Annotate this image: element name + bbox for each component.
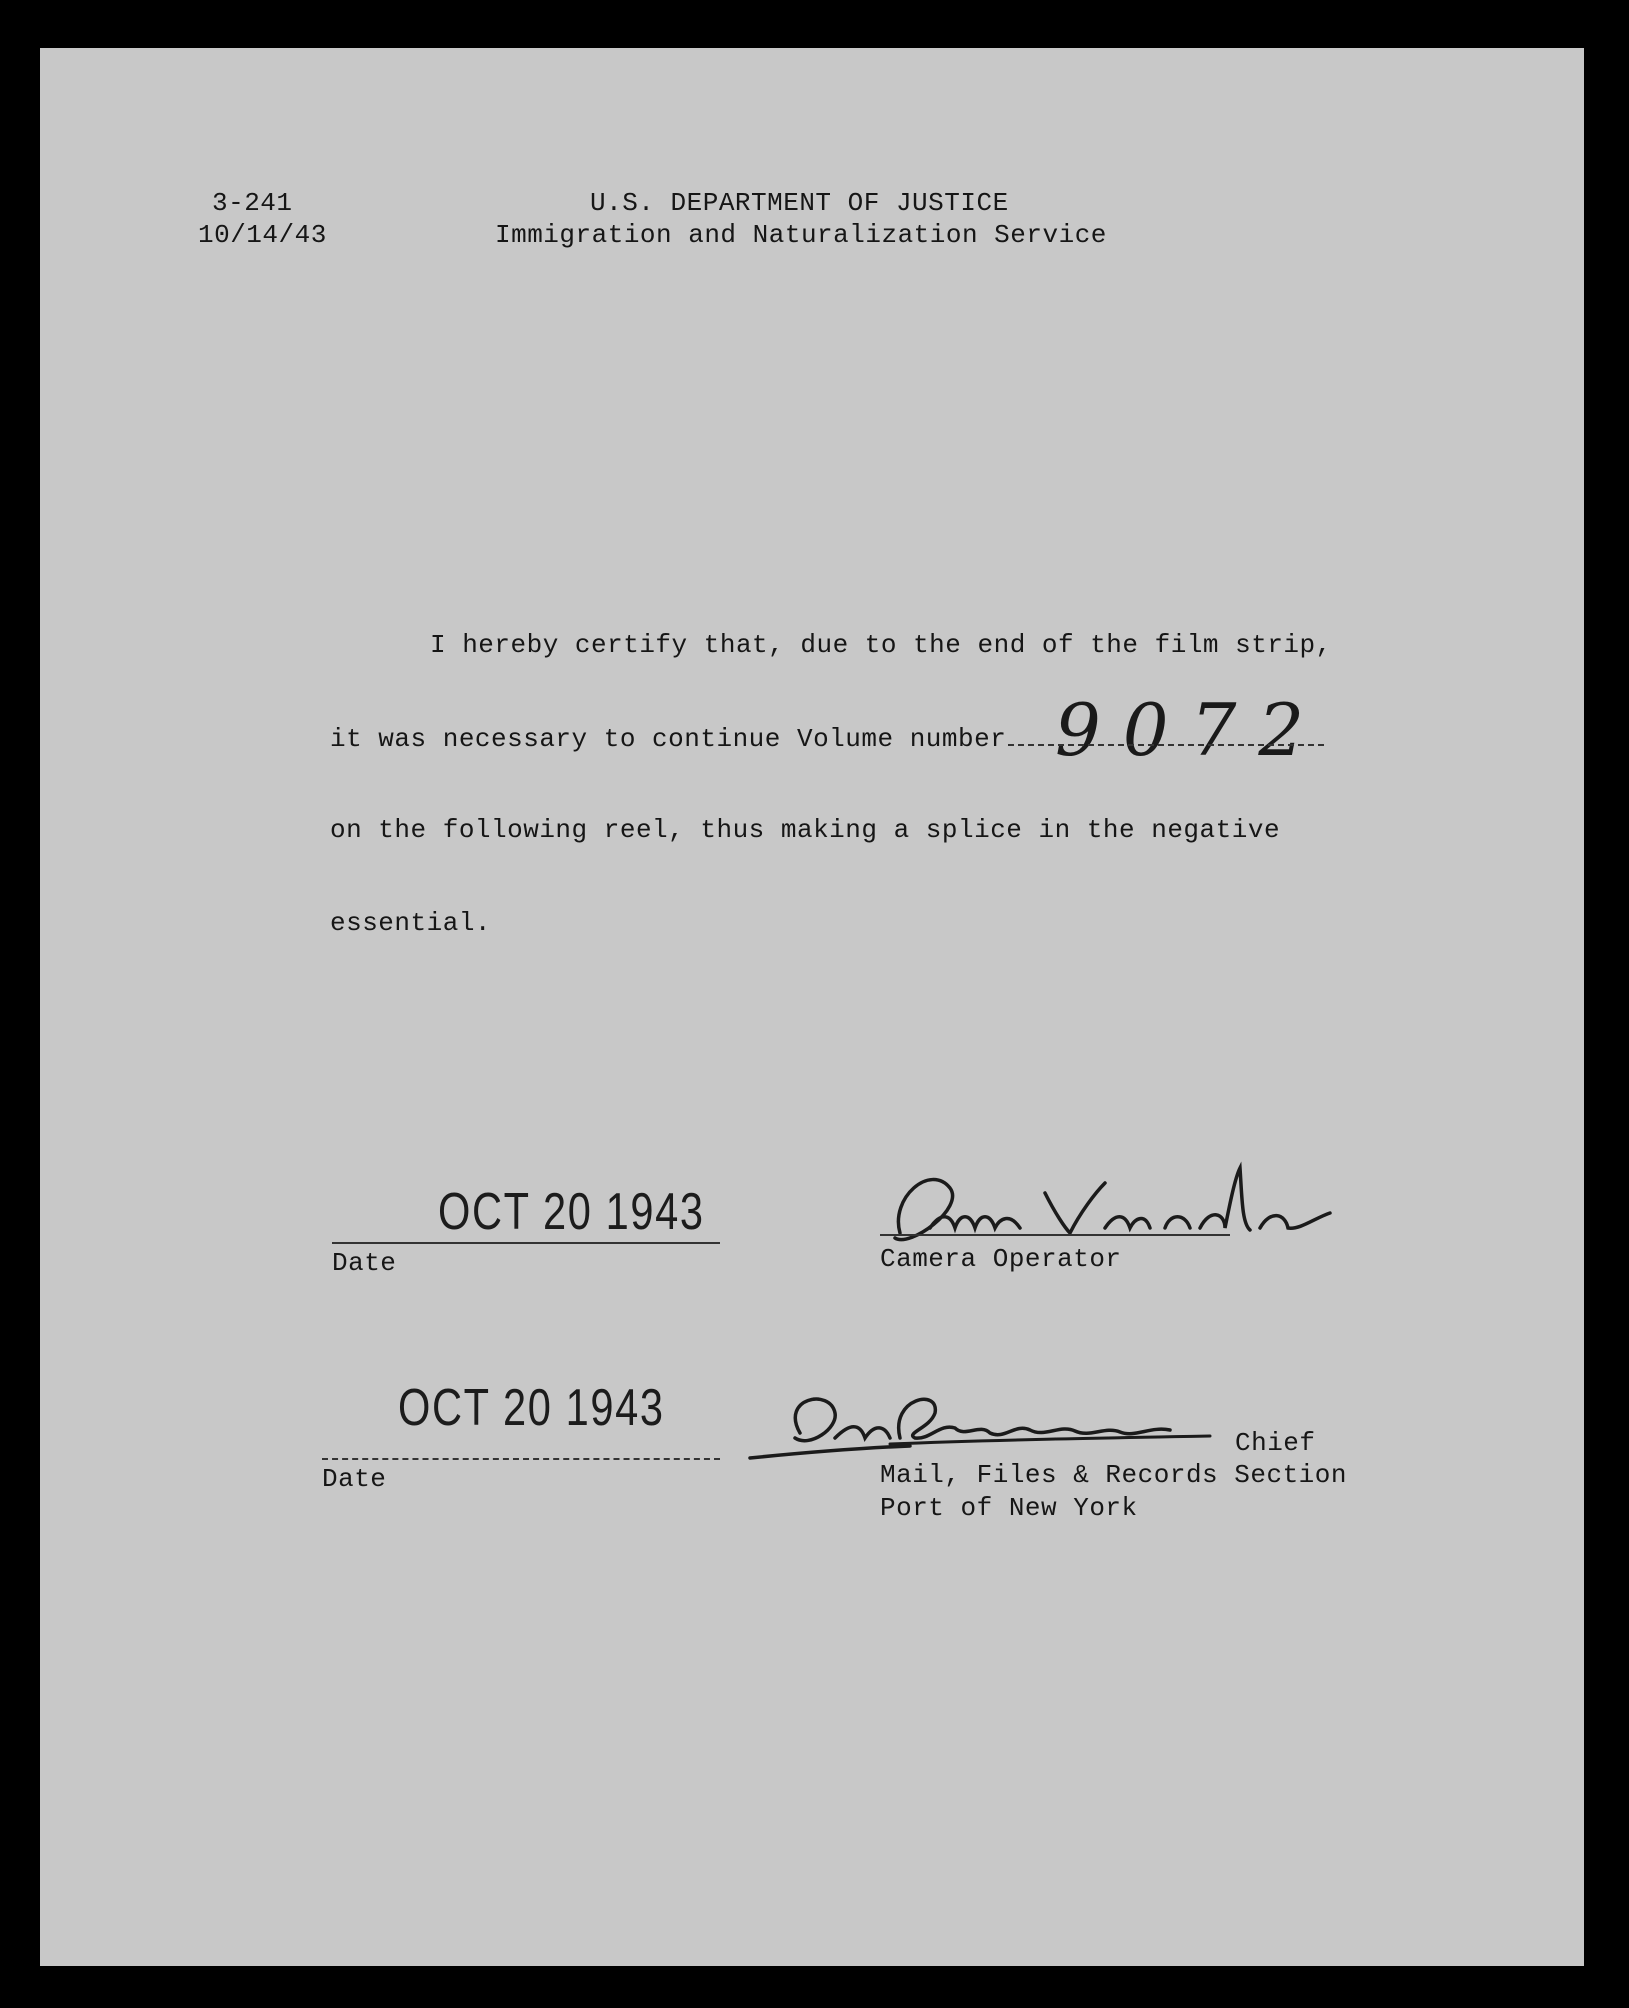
body-line-2: it was necessary to continue Volume number [330, 724, 1007, 754]
date-label-1: Date [332, 1248, 397, 1278]
chief-title-line-2: Port of New York [880, 1493, 1138, 1523]
chief-title-line-1: Mail, Files & Records Section [880, 1460, 1347, 1490]
chief-suffix: Chief [1235, 1428, 1316, 1458]
date-stamp-2: OCT 20 1943 [398, 1379, 665, 1437]
agency-title: U.S. DEPARTMENT OF JUSTICE [590, 188, 1009, 218]
form-date: 10/14/43 [198, 220, 327, 250]
volume-number-handwritten: 9072 [1055, 688, 1327, 772]
body-line-3: on the following reel, thus making a splice in the negative [330, 815, 1281, 845]
date-line-2 [322, 1458, 720, 1460]
body-line-1: I hereby certify that, due to the end of the film strip, [430, 630, 1332, 660]
form-number: 3-241 [212, 188, 293, 218]
service-title: Immigration and Naturalization Service [495, 220, 1107, 250]
date-stamp-1: OCT 20 1943 [438, 1183, 705, 1241]
camera-operator-line [880, 1234, 1230, 1236]
date-label-2: Date [322, 1464, 387, 1494]
camera-operator-title: Camera Operator [880, 1244, 1122, 1274]
body-line-4: essential. [330, 908, 492, 938]
date-line-1 [332, 1242, 720, 1244]
volume-number-underline [1008, 744, 1324, 746]
document-page [40, 48, 1584, 1966]
